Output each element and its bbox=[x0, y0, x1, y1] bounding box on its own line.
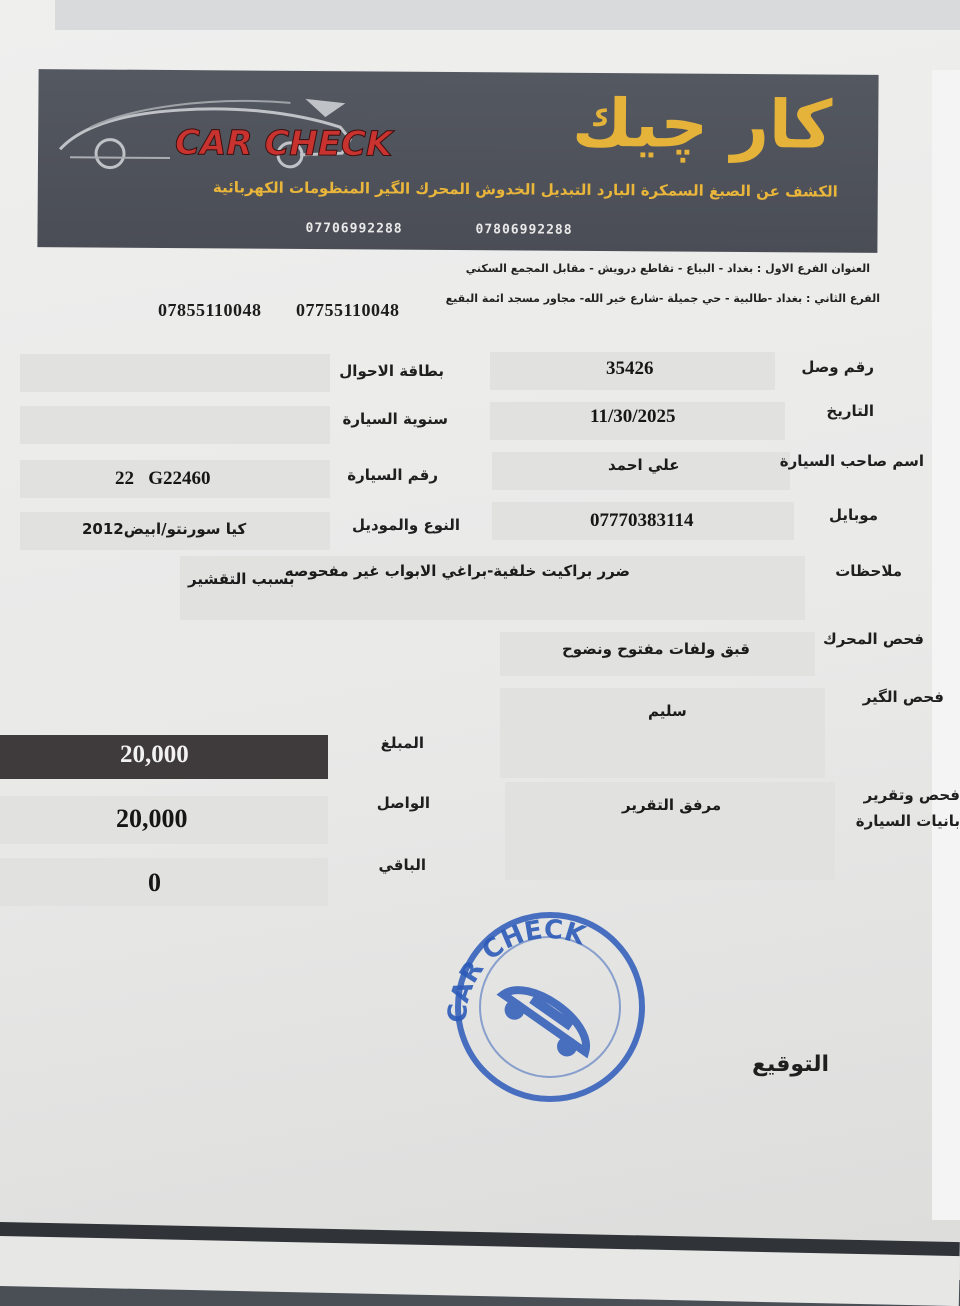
paid-value: 20,000 bbox=[116, 804, 188, 833]
remaining-label: الباقي bbox=[378, 856, 426, 874]
back-sheet bbox=[55, 0, 960, 30]
owner-label: اسم صاحب السيارة bbox=[779, 452, 924, 470]
stamp-text: CAR CHECK bbox=[442, 914, 589, 1024]
header-phone-2: 07706992288 bbox=[305, 220, 403, 237]
gear-value: سليم bbox=[648, 702, 687, 720]
brand-en-text: CAR CHECK bbox=[174, 123, 393, 165]
address-line-1: العنوان الفرع الاول : بغداد - البياع - تقاطع درويش - مقابل المجمع السكني bbox=[465, 262, 870, 275]
mobile-label: موبايل bbox=[829, 506, 878, 524]
notes-label: ملاحظات bbox=[835, 562, 902, 580]
address-line-2: الفرع الثاني : بغداد -طالبية - حي جميلة -شارع خير الله- مجاور مسجد ائمة البقيع bbox=[445, 292, 880, 305]
header-banner bbox=[37, 69, 878, 253]
receipt-label: رقم وصل bbox=[801, 358, 874, 376]
notes-value-1: ضرر براكيت خلفية-براغي الابواب غير مفحوصه bbox=[284, 562, 630, 580]
id-card-label: بطاقة الاحوال bbox=[339, 362, 444, 380]
remaining-box bbox=[0, 858, 328, 906]
services-list: الكشف عن الصبغ السمكرة البارد التبديل الخدوش المحرك الگير المنظومات الكهربائية bbox=[212, 178, 838, 201]
plate-label: رقم السيارة bbox=[347, 466, 438, 484]
owner-value: علي احمد bbox=[608, 456, 680, 474]
model-value: كيا سورنتو/ابيض2012 bbox=[82, 520, 247, 538]
branch-phone-b: 07855110048 bbox=[158, 300, 262, 320]
plate-value: 22 G22460 bbox=[115, 468, 211, 489]
notes-value-2: بسبب التقشير bbox=[188, 570, 295, 588]
date-value: 11/30/2025 bbox=[590, 406, 676, 427]
paid-label: الواصل bbox=[376, 794, 430, 812]
date-label: التاريخ bbox=[826, 402, 874, 420]
report-label-1: فحص وتقرير bbox=[863, 786, 960, 804]
amount-label: المبلغ bbox=[380, 734, 424, 752]
model-label: النوع والموديل bbox=[351, 516, 460, 534]
brand-title: كار چيك bbox=[571, 84, 833, 164]
engine-value: قبق ولفات مفتوح ونضوح bbox=[562, 640, 750, 658]
amount-bar bbox=[0, 735, 328, 779]
remaining-value: 0 bbox=[148, 868, 161, 897]
car-year-label: سنوية السيارة bbox=[342, 410, 448, 428]
sheet-edge bbox=[932, 70, 960, 1220]
report-value: مرفق التقرير bbox=[622, 796, 722, 814]
car-year-box bbox=[20, 406, 330, 444]
id-card-box bbox=[20, 354, 330, 392]
car-logo-icon bbox=[50, 87, 393, 179]
report-label-2: بانيات السيارة bbox=[855, 812, 960, 830]
branch-phone-a: 07755110048 bbox=[296, 300, 400, 320]
stamp-car-icon bbox=[494, 976, 598, 1065]
amount-value: 20,000 bbox=[120, 741, 189, 768]
company-stamp-icon bbox=[440, 895, 660, 1120]
mobile-value: 07770383114 bbox=[590, 510, 694, 531]
engine-label: فحص المحرك bbox=[822, 630, 924, 648]
gear-label: فحص الگير bbox=[862, 688, 944, 706]
signature-label: التوقيع bbox=[752, 1052, 829, 1077]
receipt-value: 35426 bbox=[606, 358, 654, 379]
header-phone-1: 07806992288 bbox=[475, 222, 573, 238]
